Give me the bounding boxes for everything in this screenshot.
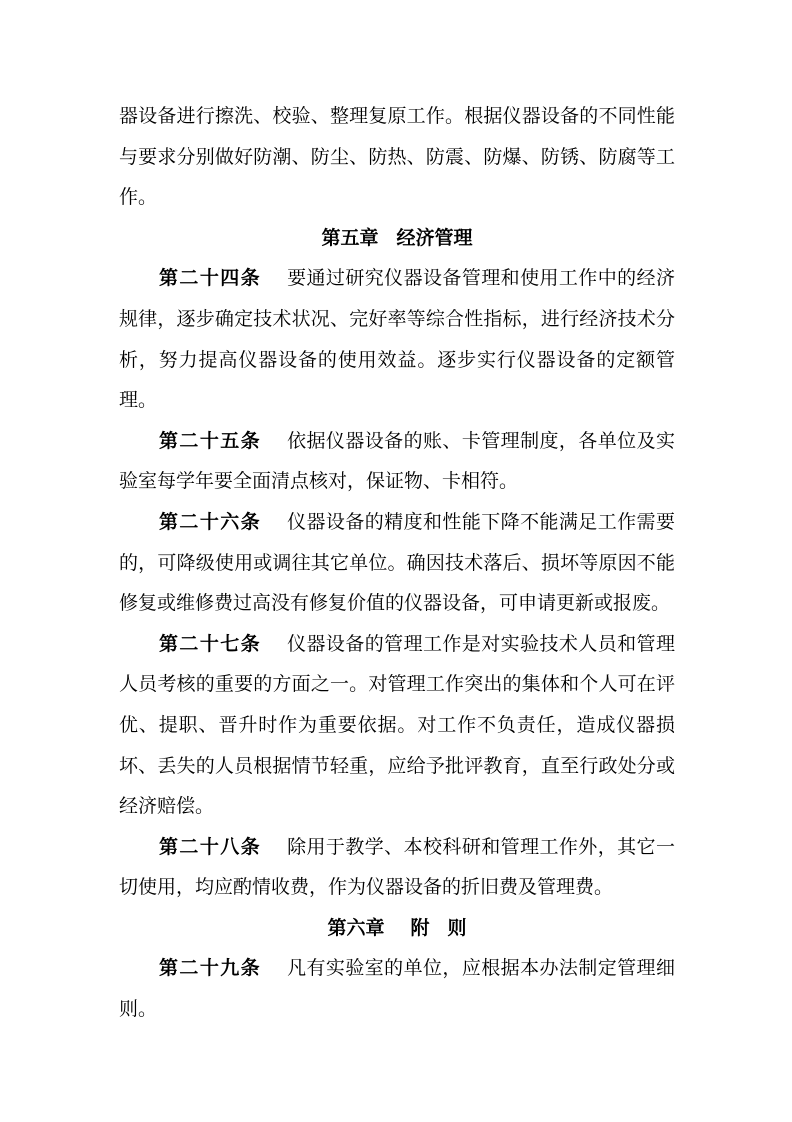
article-29 — [119, 948, 675, 1029]
article-25-number: 第二十五条 — [159, 429, 262, 452]
article-26-text: 仪器设备的精度和性能下降不能满足工作需要的，可降级使用或调往其它单位。确因技术落后、损坏等原因不能修复或维修费过高没有修复价值的仪器设备，可申请更新或报废。 — [119, 510, 675, 615]
article-28 — [119, 827, 675, 908]
article-29-text: 凡有实验室的单位，应根据本办法制定管理细则。 — [119, 957, 675, 1021]
chapter-5-number: 第五章 — [321, 226, 379, 249]
article-24-text: 要通过研究仪器设备管理和使用工作中的经济规律，逐步确定技术状况、完好率等综合性指标，进行经济技术分析，努力提高仪器设备的使用效益。逐步实行仪器设备的定额管理。 — [119, 267, 675, 412]
article-27 — [119, 624, 675, 827]
article-29-number: 第二十九条 — [159, 957, 262, 980]
article-27-text: 仪器设备的管理工作是对实验技术人员和管理人员考核的重要的方面之一。对管理工作突出的集体和个人可在评优、提职、晋升时作为重要依据。对工作不负责任，造成仪器损坏、丢失的人员根据情节轻重，应给予批评教育，直至行政处分或经济赔偿。 — [119, 632, 675, 818]
article-26-number: 第二十六条 — [159, 510, 262, 533]
chapter-6-number: 第六章 — [327, 916, 385, 939]
article-24-number: 第二十四条 — [159, 267, 262, 290]
article-24 — [119, 258, 675, 420]
intro-paragraph: 器设备进行擦洗、校验、整理复原工作。根据仪器设备的不同性能与要求分别做好防潮、防尘、防热、防震、防爆、防锈、防腐等工作。 — [119, 105, 675, 209]
document-body — [119, 96, 675, 1030]
chapter-6-heading — [119, 908, 675, 949]
article-28-text: 除用于教学、本校科研和管理工作外，其它一切使用，均应酌情收费，作为仪器设备的折旧费及管理费。 — [119, 835, 675, 899]
article-25 — [119, 421, 675, 502]
article-25-text: 依据仪器设备的账、卡管理制度，各单位及实验室每学年要全面清点核对，保证物、卡相符。 — [119, 429, 675, 493]
chapter-5-title: 经济管理 — [396, 226, 473, 249]
article-26 — [119, 502, 675, 624]
chapter-6-title: 附则 — [410, 916, 485, 939]
chapter-5-heading — [119, 218, 675, 259]
article-27-number: 第二十七条 — [159, 632, 262, 655]
article-28-number: 第二十八条 — [159, 835, 262, 858]
